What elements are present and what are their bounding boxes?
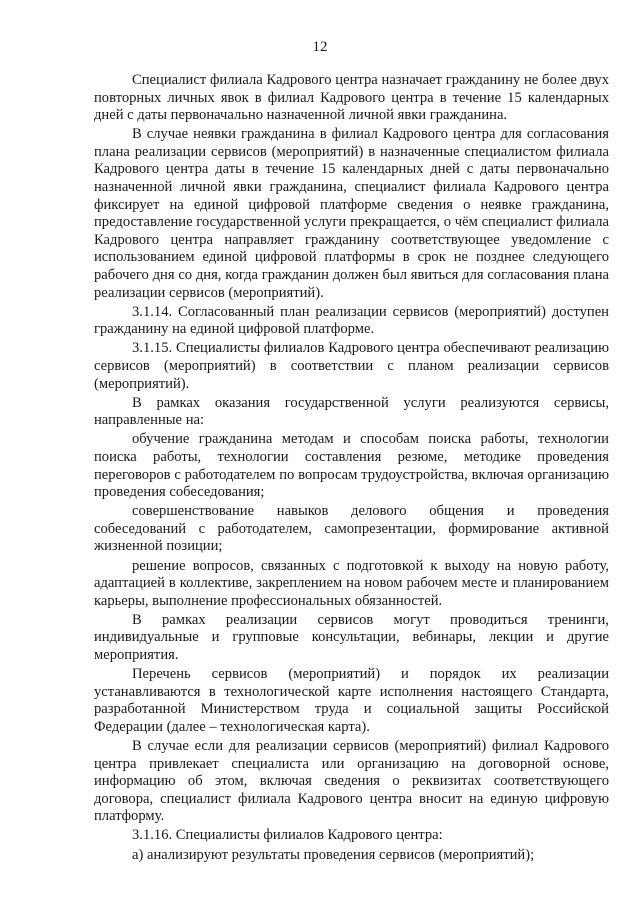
list-item: обучение гражданина методам и способам поиска работы, технологии поиска работы, технологии составления резюме, методике проведения переговоров с работодателем по вопросам трудоустройства, включая организацию проведения собеседования; — [94, 431, 609, 501]
paragraph: В случае неявки гражданина в филиал Кадрового центра для согласования плана реализации сервисов (мероприятий) в назначенные специалистом филиала Кадрового центра даты в течение 15 календарных дней с даты первоначально назначенной личной явки гражданина, специалист филиала Кадрового центра фиксирует на единой цифровой платформе сведения о неявке гражданина, предоставление государственной услуги прекращается, о чём специалист филиала Кадрового центра направляет гражданину соответствующее уведомление с использованием единой цифровой платформы в срок не позднее следующего рабочего дня со дня, когда гражданин должен был явиться для согласования плана реализации сервисов (мероприятий). — [94, 126, 609, 301]
list-item: решение вопросов, связанных с подготовкой к выходу на новую работу, адаптацией в коллективе, закреплением на новом рабочем месте и планированием карьеры, выполнение профессиональных обязанностей. — [94, 557, 609, 609]
list-item: совершенствование навыков делового общения и проведения собеседований с работодателем, самопрезентации, формирование активной жизненной позиции; — [94, 503, 609, 555]
section-heading: 3.1.16. Специалисты филиалов Кадрового центра: — [132, 827, 443, 844]
page-number: 12 — [312, 39, 328, 55]
paragraph: Специалист филиала Кадрового центра назначает гражданину не более двух повторных личных явок в филиал Кадрового центра в течение 15 календарных дней с даты первоначально назначенной личной явки гражданина. — [94, 72, 609, 124]
paragraph: В рамках реализации сервисов могут проводиться тренинги, индивидуальные и групповые консультации, вебинары, лекции и другие мероприятия. — [94, 611, 609, 663]
list-item: а) анализируют результаты проведения сервисов (мероприятий); — [132, 846, 535, 863]
paragraph: Перечень сервисов (мероприятий) и порядок их реализации устанавливаются в технологической карте исполнения настоящего Стандарта, разработанной Министерством труда и социальной защиты Российской Федерации (далее – технологическая карта). — [94, 666, 609, 735]
paragraph: 3.1.15. Специалисты филиалов Кадрового центра обеспечивают реализацию сервисов (мероприятий) в соответствии с планом реализации сервисов (мероприятий). — [94, 340, 609, 392]
paragraph: В рамках оказания государственной услуги реализуются сервисы, направленные на: — [94, 394, 609, 429]
document-body — [94, 72, 609, 866]
paragraph: 3.1.14. Согласованный план реализации сервисов (мероприятий) доступен гражданину на единой цифровой платформе. — [94, 303, 609, 338]
paragraph: В случае если для реализации сервисов (мероприятий) филиал Кадрового центра привлекает специалиста или организацию на договорной основе, информацию об этом, включая сведения о реквизитах соответствующего договора, специалист филиала Кадрового центра вносит на единую цифровую платформу. — [94, 737, 609, 825]
